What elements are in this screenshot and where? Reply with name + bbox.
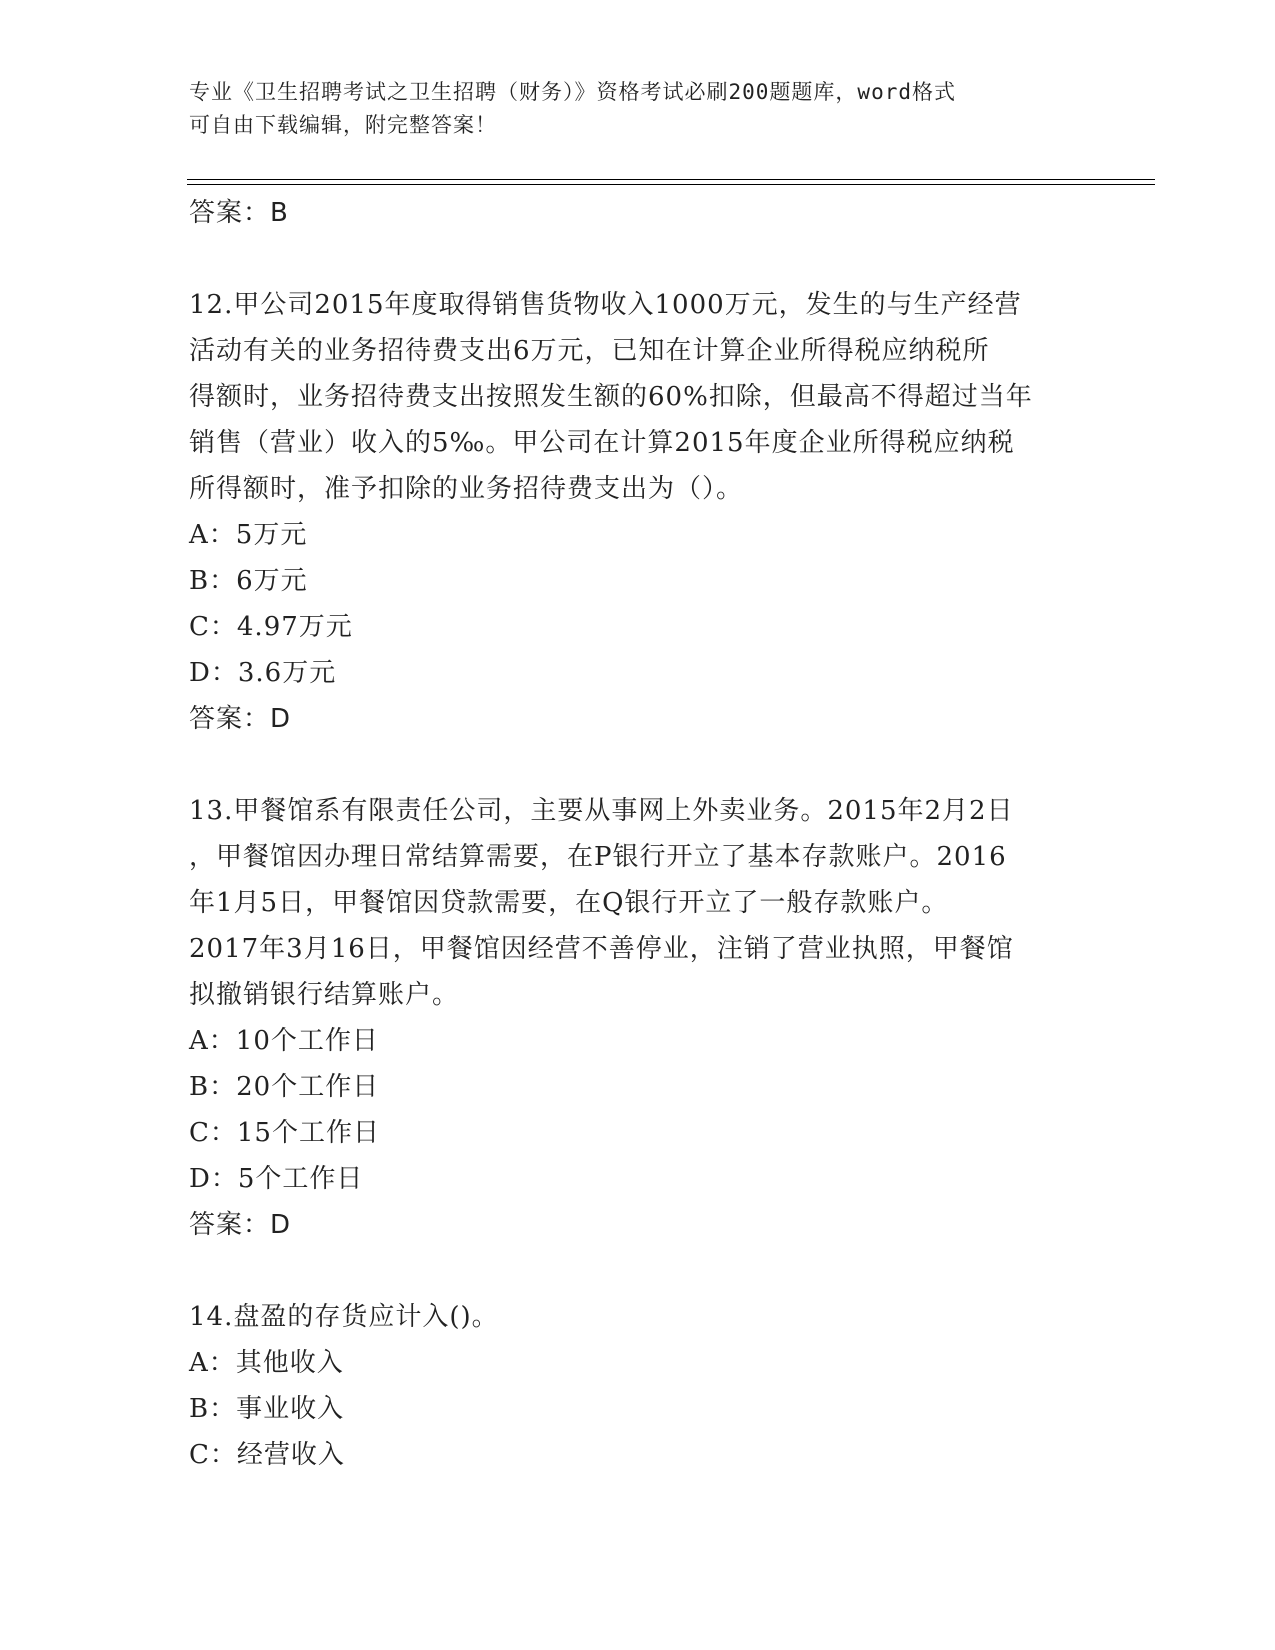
document-header: [189, 76, 1089, 142]
option-c: C：15个工作日: [189, 1118, 380, 1148]
header-line-1: 专业《卫生招聘考试之卫生招聘（财务）》资格考试必刷200题题库，word格式: [189, 80, 956, 104]
answer-label: 答案：D: [189, 1210, 292, 1240]
question-stem-line: 得额时，业务招待费支出按照发生额的60%扣除，但最高不得超过当年: [189, 382, 1033, 412]
option-b: B：6万元: [189, 566, 308, 596]
option-d: D：3.6万元: [189, 658, 337, 688]
option-d: D：5个工作日: [189, 1164, 364, 1194]
option-a: A：5万元: [189, 520, 308, 550]
question-stem-line: 年1月5日，甲餐馆因贷款需要，在Q银行开立了一般存款账户。: [189, 888, 949, 918]
question-stem-line: 销售（营业）收入的5‰。甲公司在计算2015年度企业所得税应纳税: [189, 428, 1015, 458]
spacer: [189, 236, 1109, 282]
question-stem-line: 所得额时，准予扣除的业务招待费支出为（）。: [189, 474, 744, 504]
question-stem-line: 拟撤销银行结算账户。: [189, 980, 460, 1010]
header-rule-top: [187, 179, 1155, 180]
question-stem-line: ，甲餐馆因办理日常结算需要，在P银行开立了基本存款账户。2016: [189, 842, 1007, 872]
answer-label: 答案：B: [189, 198, 289, 228]
spacer: [189, 742, 1109, 788]
spacer: [189, 1248, 1109, 1294]
option-b: B：20个工作日: [189, 1072, 380, 1102]
question-13: [189, 788, 1109, 1248]
question-stem-line: 12.甲公司2015年度取得销售货物收入1000万元，发生的与生产经营: [189, 290, 1022, 320]
header-line-2: 可自由下载编辑，附完整答案！: [189, 113, 497, 137]
question-14: [189, 1294, 1109, 1478]
answer-label: 答案：D: [189, 704, 292, 734]
question-12: [189, 282, 1109, 742]
document-body: [189, 190, 1109, 1478]
question-stem-line: 2017年3月16日，甲餐馆因经营不善停业，注销了营业执照，甲餐馆: [189, 934, 1014, 964]
question-stem-line: 13.甲餐馆系有限责任公司，主要从事网上外卖业务。2015年2月2日: [189, 796, 1014, 826]
question-stem-line: 活动有关的业务招待费支出6万元，已知在计算企业所得税应纳税所: [189, 336, 990, 366]
option-c: C：4.97万元: [189, 612, 353, 642]
option-c: C：经营收入: [189, 1440, 345, 1470]
option-a: A：其他收入: [189, 1348, 344, 1378]
option-a: A：10个工作日: [189, 1026, 379, 1056]
question-stem-line: 14.盘盈的存货应计入()。: [189, 1302, 499, 1332]
option-b: B：事业收入: [189, 1394, 345, 1424]
header-rule-bottom: [187, 184, 1155, 185]
